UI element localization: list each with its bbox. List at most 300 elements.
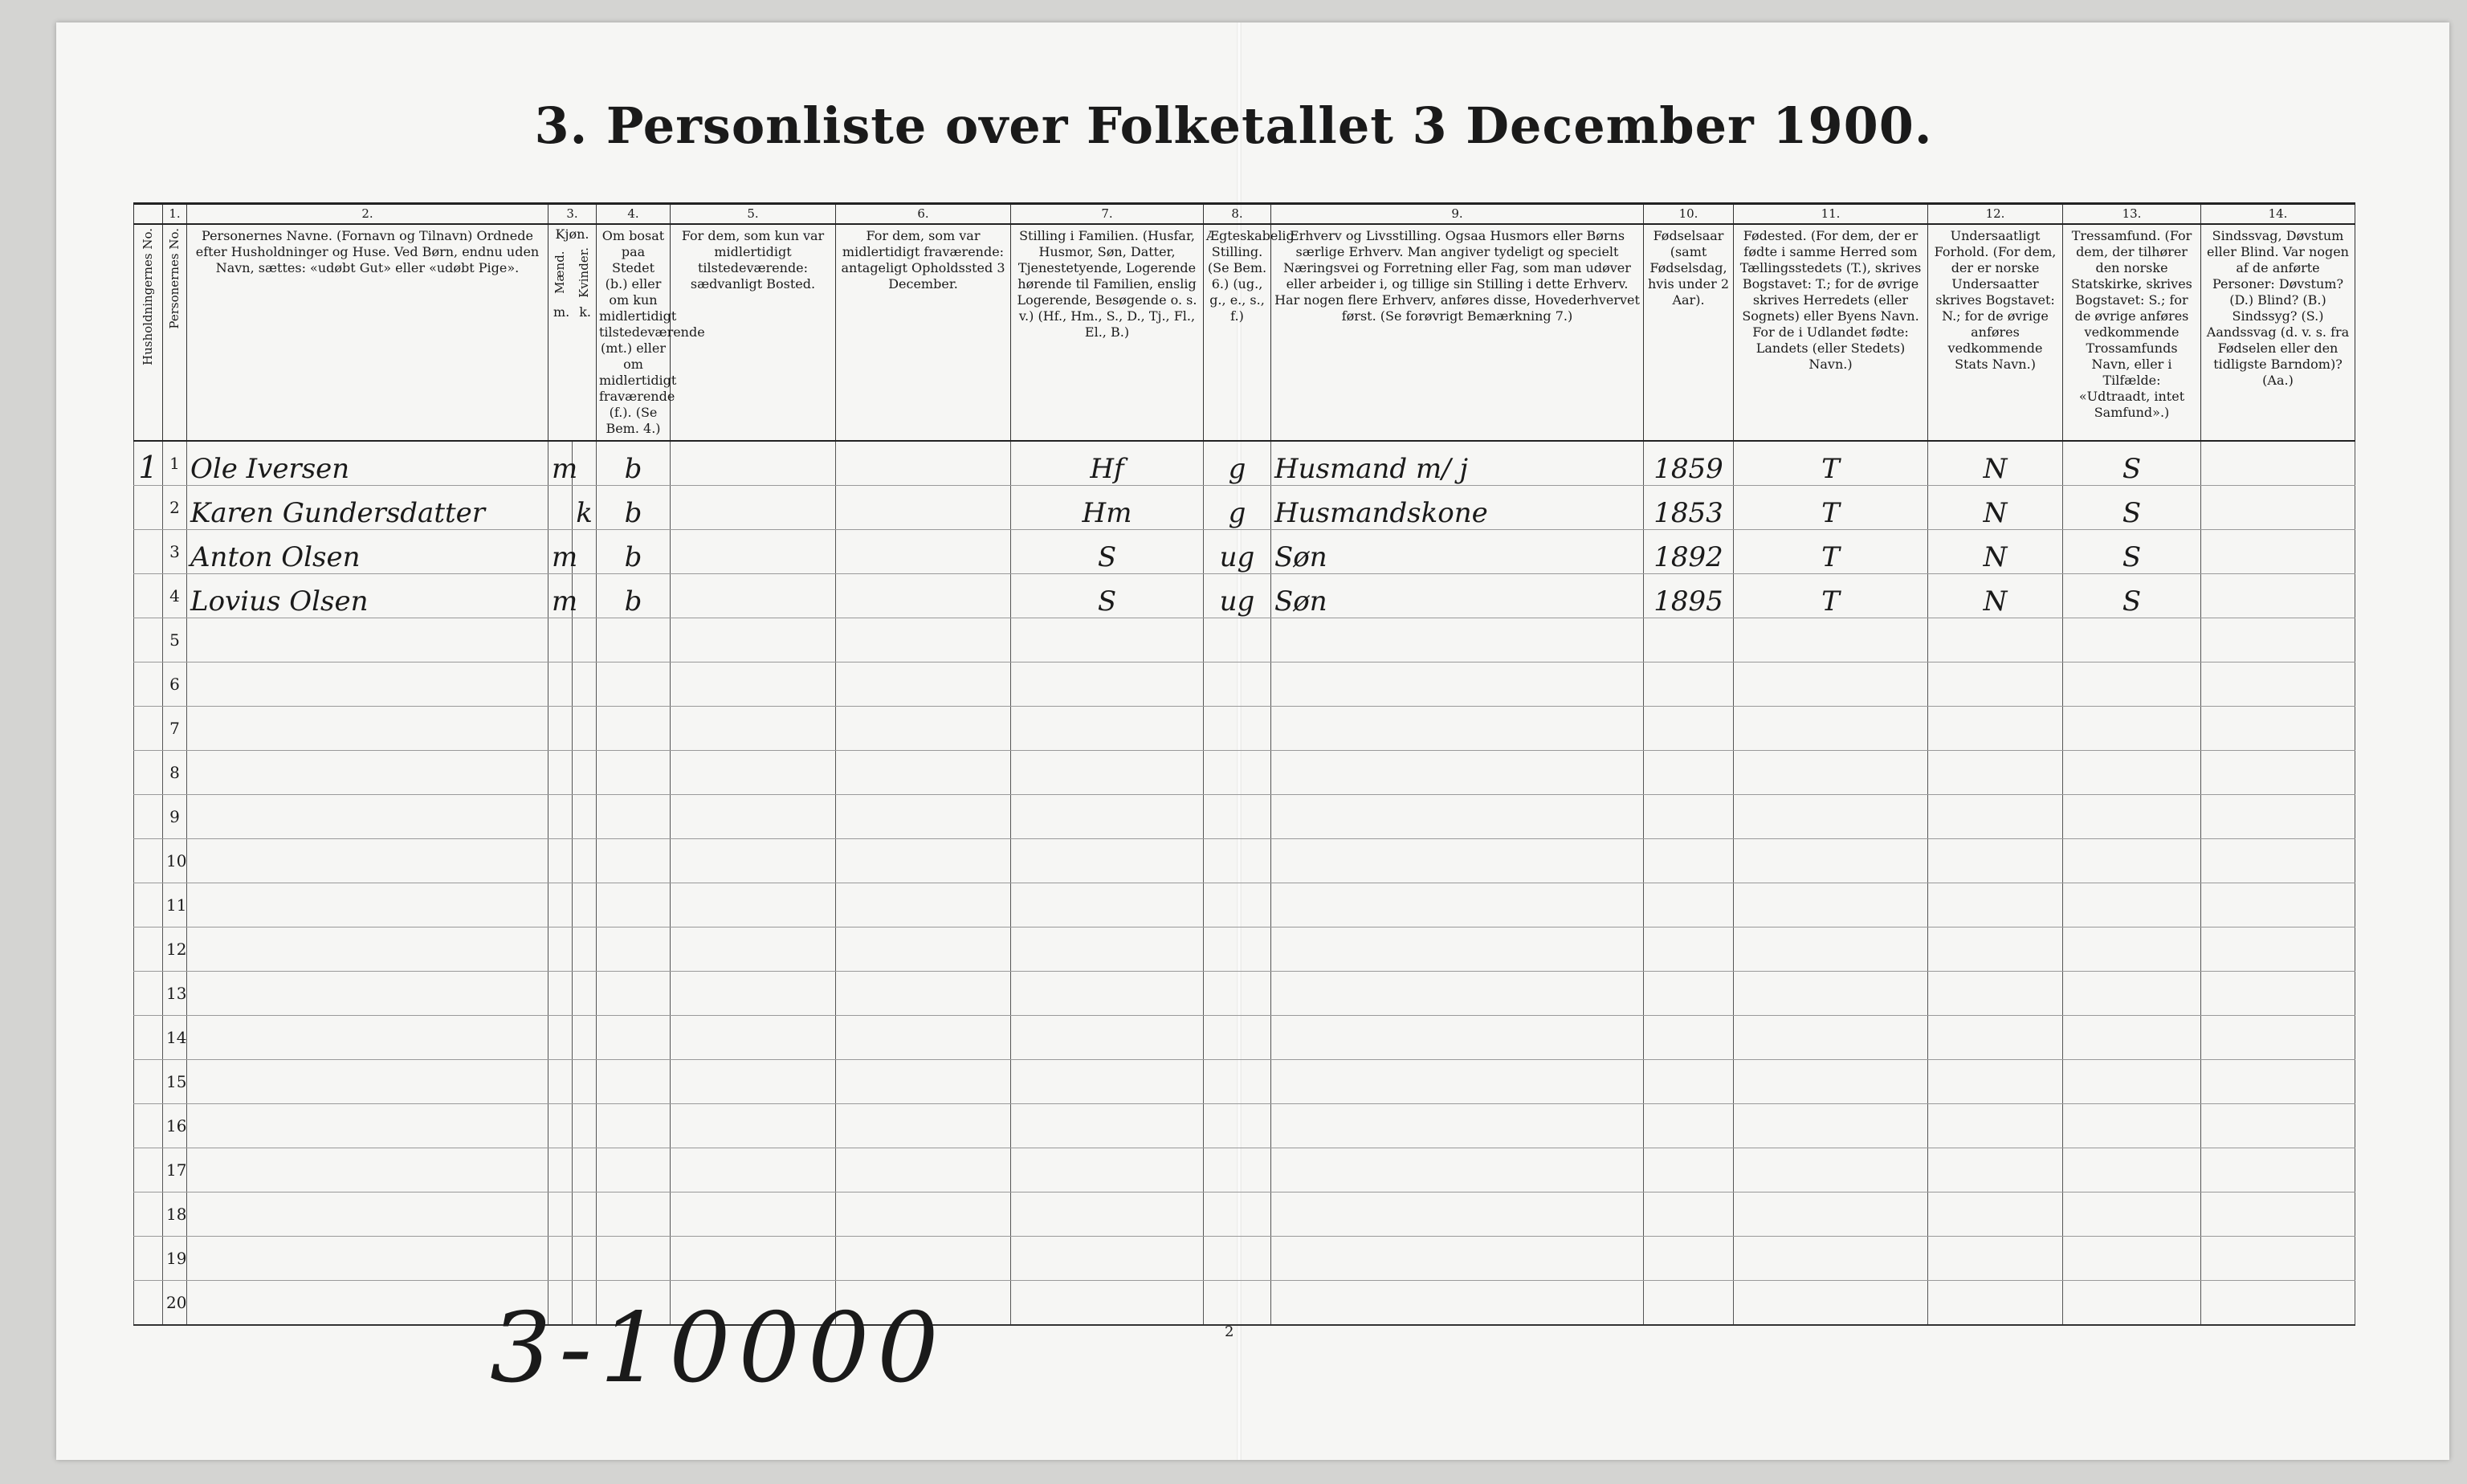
religion [2063,1148,2201,1192]
religion: S [2063,529,2201,573]
header-person-no: Personernes No. [163,224,187,441]
disability [2201,1059,2355,1103]
birthplace [1734,794,1928,838]
household-number [134,573,163,618]
temp-present-residence [671,1059,836,1103]
family-position [1011,1148,1204,1192]
sex-female-mark [573,1148,597,1192]
table-row [134,706,2355,750]
sex-male-mark [548,618,573,662]
table-row [134,883,2355,927]
citizenship: N [1928,485,2063,529]
table-row [134,573,2355,618]
sex-female-mark [573,838,597,883]
col-num: 13. [2063,204,2201,224]
sex-male-mark: m [548,441,573,486]
sex-female-mark [573,706,597,750]
birthplace [1734,927,1928,971]
religion [2063,927,2201,971]
residence-status [597,794,671,838]
marital-status [1204,1015,1271,1059]
sex-male-mark [548,927,573,971]
sex-female-mark [573,662,597,706]
person-name: Ole Iversen [187,441,548,486]
household-number [134,1280,163,1325]
person-name [187,1103,548,1148]
marital-status [1204,1103,1271,1148]
residence-status [597,1103,671,1148]
birthplace [1734,750,1928,794]
birth-year [1644,883,1734,927]
birth-year: 1892 [1644,529,1734,573]
birthplace [1734,1236,1928,1280]
person-name: Anton Olsen [187,529,548,573]
family-position [1011,1015,1204,1059]
sex-male-mark [548,883,573,927]
religion [2063,1280,2201,1325]
residence-status: b [597,529,671,573]
header-name: Personernes Navne. (Fornavn og Tilnavn) Ordnede efter Husholdninger og Huse. Ved Børn, endnu uden Navn, sættes: «udøbt Gut» eller «udøbt Pige». [187,224,548,441]
birthplace [1734,883,1928,927]
temp-absent-location [836,971,1011,1015]
table-row [134,838,2355,883]
temp-absent-location [836,838,1011,883]
form-title: 3. Personliste over Folketallet 3 December 1900. [534,96,1933,155]
residence-status [597,1192,671,1236]
sex-male-mark [548,485,573,529]
col-num: 9. [1271,204,1644,224]
birth-year [1644,927,1734,971]
temp-present-residence [671,1236,836,1280]
col-num: 7. [1011,204,1204,224]
header-sex-k-abbr: k. [579,304,591,320]
header-temp-present: For dem, som kun var midlertidigt tilstedeværende: sædvanligt Bosted. [671,224,836,441]
residence-status [597,1148,671,1192]
disability [2201,1103,2355,1148]
citizenship [1928,1015,2063,1059]
disability [2201,529,2355,573]
disability [2201,927,2355,971]
header-residence: Om bosat paa Stedet (b.) eller om kun midlertidigt tilstedeværende (mt.) eller om midlertidigt fraværende (f.). (Se Bem. 4.) [597,224,671,441]
household-number [134,750,163,794]
col-num: 14. [2201,204,2355,224]
birth-year [1644,618,1734,662]
occupation [1271,706,1644,750]
occupation: Søn [1271,529,1644,573]
sex-male-mark [548,1236,573,1280]
disability [2201,1192,2355,1236]
birthplace [1734,1103,1928,1148]
col-num: 8. [1204,204,1271,224]
family-position [1011,838,1204,883]
family-position [1011,1103,1204,1148]
table-row [134,1192,2355,1236]
religion [2063,971,2201,1015]
citizenship [1928,662,2063,706]
citizenship [1928,1236,2063,1280]
col-num: 11. [1734,204,1928,224]
household-number [134,485,163,529]
disability [2201,1015,2355,1059]
residence-status [597,1015,671,1059]
person-name [187,883,548,927]
page-number: 2 [1225,1323,1234,1340]
citizenship [1928,750,2063,794]
header-household-no: Husholdningernes No. [134,224,163,441]
occupation [1271,927,1644,971]
household-number [134,1148,163,1192]
table-row [134,971,2355,1015]
person-number: 12 [163,927,187,971]
marital-status [1204,706,1271,750]
residence-status: b [597,485,671,529]
family-position [1011,927,1204,971]
col-num: 4. [597,204,671,224]
table-row [134,1059,2355,1103]
residence-status: b [597,441,671,486]
citizenship [1928,1192,2063,1236]
temp-present-residence [671,1015,836,1059]
disability [2201,618,2355,662]
person-number: 1 [163,441,187,486]
household-number [134,529,163,573]
residence-status [597,1236,671,1280]
household-number [134,794,163,838]
sex-female-mark [573,750,597,794]
person-name [187,662,548,706]
header-temp-absent: For dem, som var midlertidigt fraværende: antageligt Opholdssted 3 December. [836,224,1011,441]
birthplace [1734,1059,1928,1103]
citizenship [1928,1103,2063,1148]
sex-male-mark [548,706,573,750]
header-disability: Sindssvag, Døvstum eller Blind. Var nogen af de anførte Personer: Døvstum? (D.) Blind? (B.) Sindssyg? (S.) Aandssvag (d. v. s. fra Fødselen eller den tidligste Barndom)? (Aa.) [2201,224,2355,441]
household-number [134,1236,163,1280]
person-number: 4 [163,573,187,618]
marital-status [1204,883,1271,927]
temp-absent-location [836,750,1011,794]
person-number: 7 [163,706,187,750]
sex-male-mark [548,1192,573,1236]
family-position [1011,1192,1204,1236]
family-position [1011,706,1204,750]
household-number: 1 [134,441,163,486]
residence-status [597,883,671,927]
residence-status [597,838,671,883]
marital-status [1204,1059,1271,1103]
person-list-table [133,202,2355,1326]
disability [2201,662,2355,706]
col-num: 6. [836,204,1011,224]
birth-year [1644,1280,1734,1325]
occupation [1271,1280,1644,1325]
temp-present-residence [671,794,836,838]
sex-male-mark [548,750,573,794]
marital-status [1204,618,1271,662]
table-row [134,1280,2355,1325]
person-name [187,1236,548,1280]
table-row [134,794,2355,838]
sex-female-mark: k [573,485,597,529]
disability [2201,573,2355,618]
person-name: Lovius Olsen [187,573,548,618]
sex-male-mark [548,838,573,883]
disability [2201,794,2355,838]
religion: S [2063,573,2201,618]
table-row [134,1015,2355,1059]
occupation [1271,1103,1644,1148]
occupation [1271,1059,1644,1103]
marital-status [1204,662,1271,706]
person-number: 2 [163,485,187,529]
birth-year [1644,706,1734,750]
occupation [1271,1192,1644,1236]
citizenship: N [1928,573,2063,618]
occupation [1271,1148,1644,1192]
table-row [134,529,2355,573]
citizenship: N [1928,441,2063,486]
person-number: 11 [163,883,187,927]
birth-year: 1859 [1644,441,1734,486]
person-name: Karen Gundersdatter [187,485,548,529]
person-name [187,1059,548,1103]
birth-year: 1895 [1644,573,1734,618]
person-number: 3 [163,529,187,573]
sex-female-mark [573,1192,597,1236]
birthplace [1734,971,1928,1015]
family-position [1011,750,1204,794]
temp-absent-location [836,1103,1011,1148]
family-position [1011,618,1204,662]
religion: S [2063,441,2201,486]
person-name [187,1148,548,1192]
sex-male-mark [548,1103,573,1148]
occupation: Husmandskone [1271,485,1644,529]
temp-absent-location [836,1236,1011,1280]
birthplace [1734,618,1928,662]
occupation [1271,618,1644,662]
sex-male-mark [548,662,573,706]
person-number: 9 [163,794,187,838]
sex-male-mark: m [548,529,573,573]
household-number [134,927,163,971]
col-num: 3. [548,204,597,224]
header-family-position: Stilling i Familien. (Husfar, Husmor, Søn, Datter, Tjenestetyende, Logerende hørende til Familien, enslig Logerende, Besøgende o. s. v.) (Hf., Hm., S., D., Tj., Fl., El., B.) [1011,224,1204,441]
birth-year [1644,1059,1734,1103]
citizenship [1928,883,2063,927]
marital-status [1204,838,1271,883]
occupation [1271,883,1644,927]
residence-status [597,618,671,662]
person-number: 16 [163,1103,187,1148]
religion [2063,662,2201,706]
temp-present-residence [671,1103,836,1148]
family-position [1011,1059,1204,1103]
temp-absent-location [836,573,1011,618]
person-number: 17 [163,1148,187,1192]
marital-status [1204,794,1271,838]
temp-absent-location [836,794,1011,838]
family-position [1011,794,1204,838]
disability [2201,750,2355,794]
birth-year: 1853 [1644,485,1734,529]
col-num: 10. [1644,204,1734,224]
religion [2063,706,2201,750]
occupation: Søn [1271,573,1644,618]
religion [2063,838,2201,883]
temp-present-residence [671,618,836,662]
header-birth-year: Fødselsaar (samt Fødselsdag, hvis under 2 Aar). [1644,224,1734,441]
household-number [134,1059,163,1103]
disability [2201,883,2355,927]
header-sex-male: Mænd. [553,251,568,294]
disability [2201,485,2355,529]
sex-female-mark [573,794,597,838]
household-number [134,883,163,927]
marital-status [1204,1148,1271,1192]
person-name [187,927,548,971]
col-num: 5. [671,204,836,224]
birth-year [1644,971,1734,1015]
temp-absent-location [836,1148,1011,1192]
temp-absent-location [836,1192,1011,1236]
temp-present-residence [671,883,836,927]
header-sex [548,224,597,441]
person-name [187,1192,548,1236]
birth-year [1644,1236,1734,1280]
citizenship [1928,1148,2063,1192]
religion [2063,1192,2201,1236]
header-sex-m-abbr: m. [553,304,570,320]
marital-status: g [1204,441,1271,486]
marital-status [1204,750,1271,794]
birth-year [1644,838,1734,883]
temp-absent-location [836,485,1011,529]
household-number [134,1015,163,1059]
birthplace [1734,662,1928,706]
marital-status: ug [1204,529,1271,573]
occupation [1271,662,1644,706]
header-birthplace: Fødested. (For dem, der er fødte i samme Herred som Tællingsstedets (T.), skrives Bogstavet: T.; for de øvrige skrives Herredets (eller Sognets) eller Byens Navn. For de i Udlandet fødte: Landets (eller Stedets) Navn.) [1734,224,1928,441]
household-number [134,838,163,883]
disability [2201,706,2355,750]
sex-male-mark [548,971,573,1015]
person-name [187,971,548,1015]
birthplace: T [1734,573,1928,618]
religion [2063,1236,2201,1280]
sex-male-mark [548,1059,573,1103]
disability [2201,971,2355,1015]
table-row [134,662,2355,706]
religion [2063,618,2201,662]
sex-female-mark [573,1236,597,1280]
birth-year [1644,1015,1734,1059]
person-number: 18 [163,1192,187,1236]
occupation: Husmand m/ j [1271,441,1644,486]
residence-status [597,971,671,1015]
religion [2063,1015,2201,1059]
temp-absent-location [836,1059,1011,1103]
birthplace [1734,838,1928,883]
family-position: S [1011,573,1204,618]
birthplace: T [1734,485,1928,529]
marital-status: ug [1204,573,1271,618]
occupation [1271,750,1644,794]
marital-status [1204,1236,1271,1280]
col-num: 1. [163,204,187,224]
table-row [134,485,2355,529]
marital-status [1204,927,1271,971]
header-sex-female: Kvinder. [576,247,591,298]
disability [2201,1280,2355,1325]
citizenship [1928,1059,2063,1103]
sex-female-mark [573,883,597,927]
birthplace [1734,1015,1928,1059]
citizenship [1928,618,2063,662]
temp-present-residence [671,971,836,1015]
disability [2201,1148,2355,1192]
family-position [1011,971,1204,1015]
family-position: Hf [1011,441,1204,486]
religion [2063,883,2201,927]
temp-present-residence [671,485,836,529]
birth-year [1644,750,1734,794]
residence-status [597,1059,671,1103]
occupation [1271,794,1644,838]
person-number: 10 [163,838,187,883]
temp-absent-location [836,529,1011,573]
temp-absent-location [836,706,1011,750]
temp-present-residence [671,927,836,971]
person-number: 14 [163,1015,187,1059]
temp-absent-location [836,441,1011,486]
birthplace [1734,706,1928,750]
birth-year [1644,794,1734,838]
table-row [134,1236,2355,1280]
marital-status [1204,1192,1271,1236]
residence-status [597,706,671,750]
religion [2063,1103,2201,1148]
marital-status: g [1204,485,1271,529]
person-number: 5 [163,618,187,662]
citizenship [1928,706,2063,750]
birthplace [1734,1148,1928,1192]
marital-status [1204,1280,1271,1325]
citizenship [1928,838,2063,883]
person-name [187,618,548,662]
table-row [134,927,2355,971]
header-occupation: Erhverv og Livsstilling. Ogsaa Husmors eller Børns særlige Erhverv. Man angiver tydeligt og specielt Næringsvei og Forretning eller Fag, som man udøver eller arbeider i, og tillige sin Stilling i dette Erhverv. Har nogen flere Erhverv, anføres disse, Hovederhvervet først. (Se forøvrigt Bemærkning 7.) [1271,224,1644,441]
family-position [1011,883,1204,927]
family-position [1011,662,1204,706]
occupation [1271,971,1644,1015]
table-row [134,1103,2355,1148]
religion [2063,750,2201,794]
temp-present-residence [671,706,836,750]
person-number: 13 [163,971,187,1015]
table-row [134,441,2355,486]
citizenship [1928,971,2063,1015]
sex-male-mark [548,794,573,838]
person-number: 6 [163,662,187,706]
family-position: Hm [1011,485,1204,529]
disability [2201,441,2355,486]
temp-absent-location [836,1015,1011,1059]
occupation [1271,838,1644,883]
person-name [187,794,548,838]
col-num [134,204,163,224]
disability [2201,1236,2355,1280]
residence-status [597,662,671,706]
